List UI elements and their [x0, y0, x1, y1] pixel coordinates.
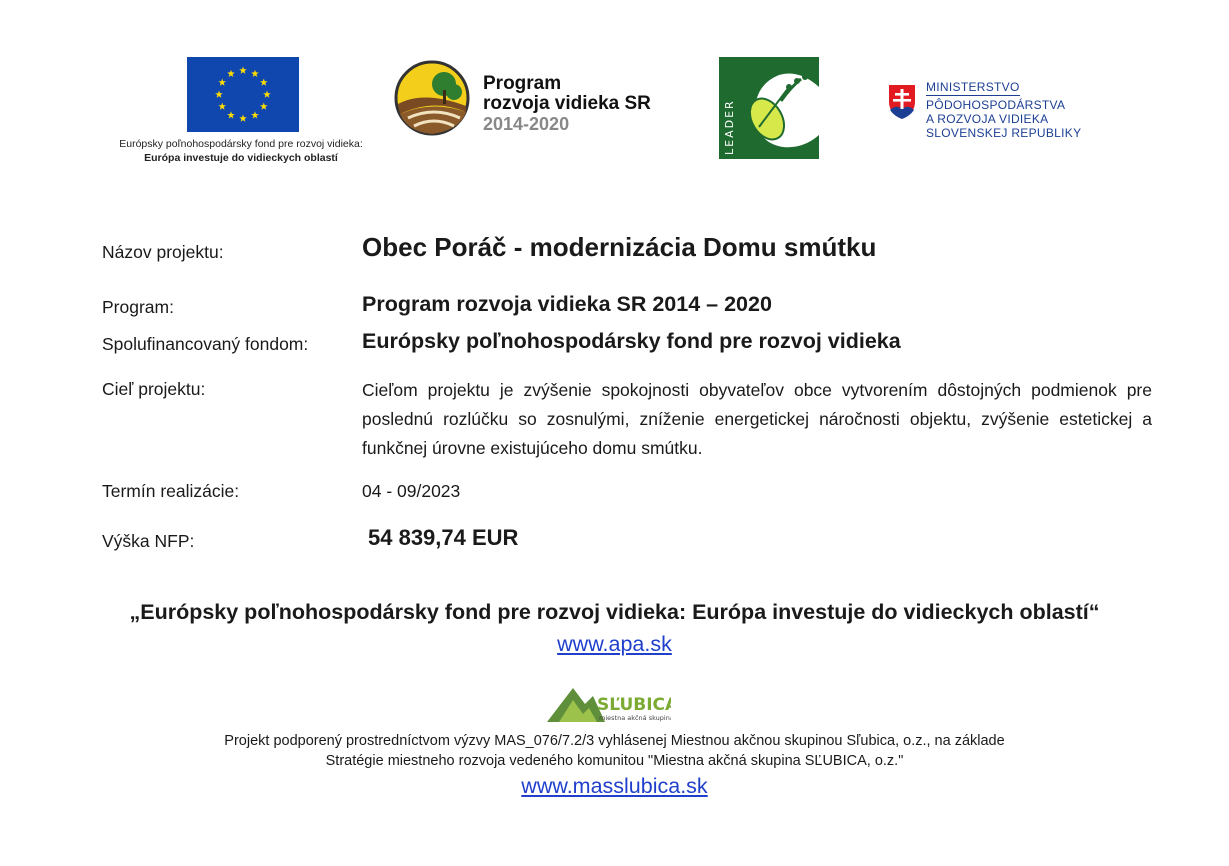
footer-line2: Stratégie miestneho rozvoja vedeného komunitou "Miestna akčná skupina SĽUBICA, o.z." — [325, 753, 904, 769]
mas-link[interactable]: www.masslubica.sk — [521, 774, 708, 798]
nfp-value: 54 839,74 EUR — [368, 525, 519, 550]
ministry-line3: A ROZVOJA VIDIEKA — [926, 112, 1049, 126]
ministry-line2: PÔDOHOSPODÁRSTVA — [926, 98, 1066, 112]
eu-flag-logo — [187, 57, 299, 132]
footer-line1: Projekt podporený prostredníctvom výzvy MAS_076/7.2/3 vyhlásenej Miestnou akčnou skupinou Sľubica, o.z., na základe — [224, 733, 1005, 749]
fund-value: Európsky poľnohospodársky fond pre rozvoj vidieka — [362, 329, 901, 353]
mas-link-wrap — [0, 774, 1229, 799]
ministry-name — [926, 80, 1081, 140]
program-label: Program: — [102, 297, 174, 317]
eu-caption — [100, 137, 382, 165]
nfp-label: Výška NFP: — [102, 531, 195, 551]
project-name-label: Názov projektu: — [102, 242, 224, 262]
apa-link[interactable]: www.apa.sk — [557, 632, 672, 656]
slogan: „Európsky poľnohospodársky fond pre rozvoj vidieka: Európa investuje do vidieckych oblastí“ — [129, 600, 1100, 624]
prv-title — [483, 74, 651, 134]
slubica-sub: miestna akčná skupina — [599, 714, 671, 722]
prv-line1: Program — [483, 73, 562, 94]
ministry-line1: MINISTERSTVO — [926, 80, 1020, 94]
program-value: Program rozvoja vidieka SR 2014 – 2020 — [362, 292, 772, 316]
goal-label: Cieľ projektu: — [102, 379, 206, 399]
prv-years: 2014-2020 — [483, 114, 570, 134]
leader-text: LEADER — [723, 99, 736, 155]
goal-value: Cieľom projektu je zvýšenie spokojnosti obyvateľov obce vytvorením dôstojných podmienok pre poslednú rozlúčku so zosnulými, zníženie energetickej náročnosti objektu, zvýšenie estetickej a funkčnej úrovne existujúceho domu smútku. — [362, 380, 1152, 458]
leader-logo — [719, 57, 819, 159]
prv-emblem-logo — [394, 60, 470, 136]
slubica-logo — [545, 684, 671, 726]
prv-line2: rozvoja vidieka SR — [483, 93, 651, 114]
term-label: Termín realizácie: — [102, 481, 240, 501]
eu-caption-line1: Európsky poľnohospodársky fond pre rozvoj vidieka: — [119, 138, 363, 150]
apa-link-wrap — [0, 632, 1229, 657]
fund-label: Spolufinancovaný fondom: — [102, 334, 309, 354]
project-name-value: Obec Poráč - modernizácia Domu smútku — [362, 232, 877, 262]
term-value: 04 - 09/2023 — [362, 481, 461, 501]
eu-caption-line2: Európa investuje do vidieckych oblastí — [144, 152, 338, 164]
slubica-name: SĽUBICA — [597, 695, 671, 715]
ministry-line4: SLOVENSKEJ REPUBLIKY — [926, 126, 1082, 140]
slovak-coat-of-arms-icon — [886, 82, 918, 122]
footer-text — [0, 731, 1229, 771]
